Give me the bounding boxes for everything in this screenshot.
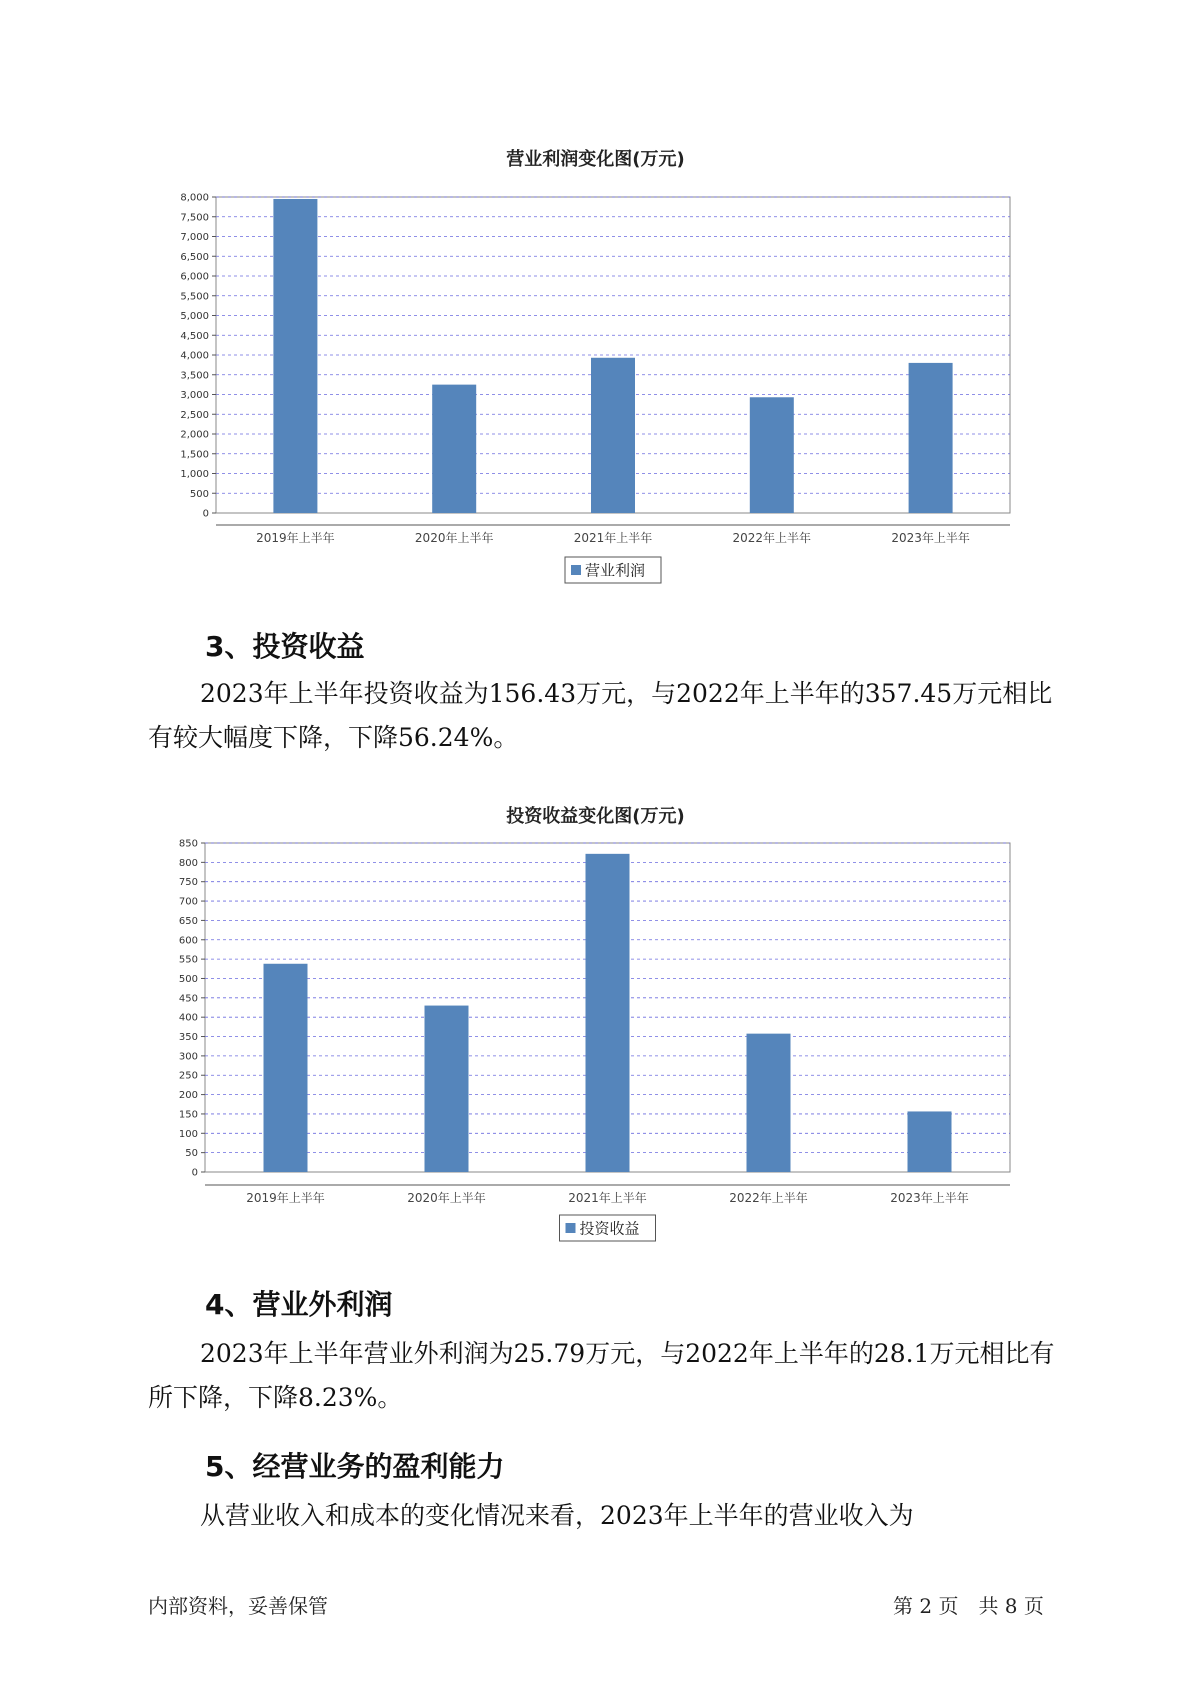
y-tick-label: 6,000 <box>180 271 209 283</box>
y-tick-label: 550 <box>178 954 198 966</box>
legend-label: 投资收益 <box>579 1219 640 1238</box>
bar-2023年上半年 <box>908 1111 952 1172</box>
y-tick-label: 6,500 <box>180 251 209 263</box>
y-tick-label: 100 <box>178 1128 198 1140</box>
section3-text: 2023年上半年投资收益为156.43万元，与2022年上半年的357.45万元相比有较大幅度下降，下降56.24%。 <box>148 679 1053 752</box>
y-tick-label: 2,000 <box>180 429 209 441</box>
y-tick-label: 5,000 <box>180 311 209 322</box>
y-tick-label: 8,000 <box>180 192 209 204</box>
operating-profit-chart <box>0 170 1191 610</box>
chart1-title: 营业利润变化图(万元) <box>506 149 685 170</box>
section4-text: 2023年上半年营业外利润为25.79万元，与2022年上半年的28.1万元相比有所下降，下降8.23%。 <box>148 1339 1055 1412</box>
y-tick-label: 50 <box>185 1148 198 1160</box>
y-tick-label: 400 <box>178 1012 198 1024</box>
y-tick-label: 250 <box>178 1070 198 1082</box>
y-tick-label: 500 <box>178 973 198 985</box>
y-tick-label: 3,500 <box>180 370 209 382</box>
y-tick-label: 3,000 <box>180 390 209 401</box>
y-tick-label: 650 <box>178 915 198 927</box>
bar-2019年上半年 <box>264 964 308 1172</box>
x-tick-label: 2022年上半年 <box>732 531 812 545</box>
bar-2023年上半年 <box>909 363 953 513</box>
section5-heading: 5、经营业务的盈利能力 <box>205 1450 505 1483</box>
y-tick-label: 600 <box>178 935 198 947</box>
x-tick-label: 2023年上半年 <box>890 1191 969 1205</box>
bar-2021年上半年 <box>586 854 630 1172</box>
y-tick-label: 350 <box>178 1032 198 1044</box>
investment-income-chart <box>0 830 1191 1260</box>
section5-text: 从营业收入和成本的变化情况来看，2023年上半年的营业收入为 <box>200 1501 914 1530</box>
y-tick-label: 700 <box>178 896 198 908</box>
legend-swatch <box>566 1223 576 1233</box>
bar-2019年上半年 <box>273 199 317 513</box>
y-tick-label: 0 <box>202 508 209 520</box>
y-tick-label: 850 <box>178 838 198 850</box>
legend-label: 营业利润 <box>585 561 646 580</box>
y-tick-label: 450 <box>178 993 198 1005</box>
footer-page-number: 第 2 页 共 8 页 <box>893 1594 1044 1618</box>
x-tick-label: 2021年上半年 <box>568 1191 647 1205</box>
section4-heading: 4、营业外利润 <box>205 1288 393 1321</box>
x-tick-label: 2019年上半年 <box>256 531 335 545</box>
y-tick-label: 1,500 <box>180 449 209 461</box>
x-tick-label: 2019年上半年 <box>246 1191 325 1205</box>
legend-swatch <box>571 565 581 575</box>
y-tick-label: 4,500 <box>180 330 209 342</box>
y-tick-label: 4,000 <box>180 350 209 362</box>
x-tick-label: 2021年上半年 <box>573 531 653 545</box>
y-tick-label: 0 <box>191 1167 198 1179</box>
section3-heading: 3、投资收益 <box>205 630 365 663</box>
x-tick-label: 2020年上半年 <box>414 531 494 545</box>
y-tick-label: 750 <box>178 877 198 889</box>
y-tick-label: 5,500 <box>180 291 209 303</box>
bar-2022年上半年 <box>747 1034 791 1172</box>
bar-2020年上半年 <box>432 385 476 513</box>
chart2-title: 投资收益变化图(万元) <box>506 806 685 827</box>
y-tick-label: 7,500 <box>180 212 209 224</box>
x-tick-label: 2023年上半年 <box>891 531 970 545</box>
y-tick-label: 7,000 <box>180 232 209 243</box>
y-tick-label: 300 <box>178 1051 198 1063</box>
bar-2020年上半年 <box>425 1006 469 1172</box>
y-tick-label: 500 <box>189 488 209 500</box>
x-tick-label: 2020年上半年 <box>407 1191 486 1205</box>
y-tick-label: 1,000 <box>180 469 209 480</box>
footer-confidential: 内部资料，妥善保管 <box>148 1594 328 1618</box>
y-tick-label: 800 <box>178 857 198 869</box>
y-tick-label: 150 <box>178 1109 198 1121</box>
bar-2021年上半年 <box>591 358 635 513</box>
x-tick-label: 2022年上半年 <box>729 1191 808 1205</box>
bar-2022年上半年 <box>750 397 794 513</box>
y-tick-label: 200 <box>178 1090 198 1102</box>
y-tick-label: 2,500 <box>180 409 209 421</box>
